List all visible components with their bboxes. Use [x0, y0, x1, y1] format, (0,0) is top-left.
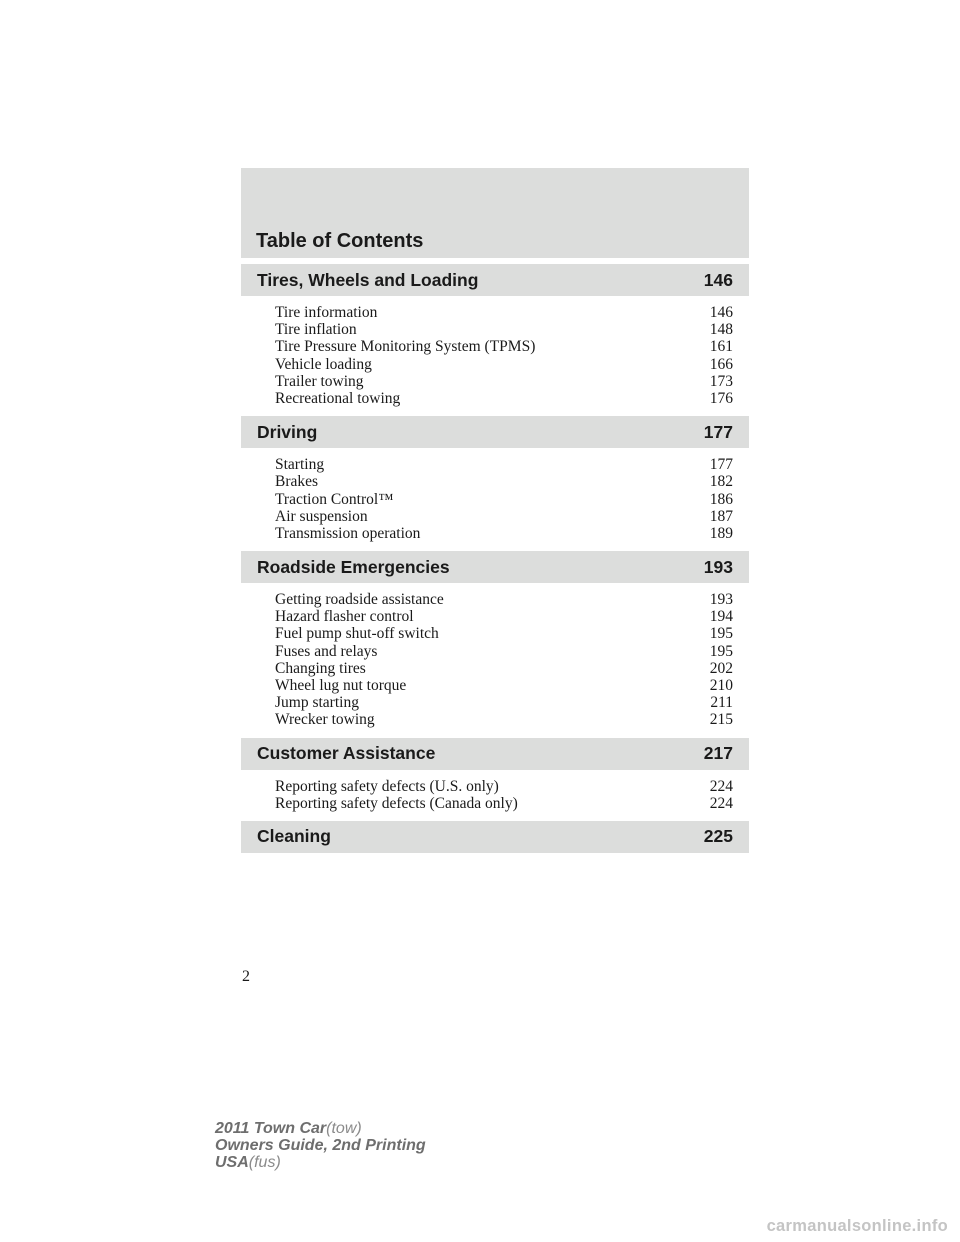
- toc-entry-label: Brakes: [275, 473, 319, 491]
- toc-entry[interactable]: [275, 778, 733, 795]
- toc-entry[interactable]: [275, 373, 733, 390]
- toc-entry-page: 195: [709, 642, 733, 660]
- toc-entry-page: 176: [709, 389, 733, 407]
- section-page-number: 146: [703, 269, 733, 290]
- toc-entry-label: Reporting safety defects (U.S. only): [275, 777, 499, 795]
- toc-entry-page: 166: [709, 355, 733, 373]
- toc-entry-label: Wrecker towing: [275, 711, 375, 729]
- toc-entry-label: Starting: [275, 456, 325, 474]
- toc-entry-page: 189: [709, 524, 733, 542]
- toc-entry[interactable]: [275, 677, 733, 694]
- toc-entry-label: Trailer towing: [275, 372, 364, 390]
- footer-market-code: (fus): [248, 1154, 281, 1171]
- toc-entry[interactable]: [275, 591, 733, 608]
- section-header[interactable]: [241, 264, 749, 296]
- toc-entry-label: Changing tires: [275, 659, 366, 677]
- toc-entry-label: Traction Control™: [275, 490, 394, 508]
- section-entries: [241, 770, 749, 821]
- toc-entry[interactable]: [275, 795, 733, 812]
- section-header[interactable]: [241, 738, 749, 770]
- toc-entry-page: 215: [709, 711, 733, 729]
- toc-entry[interactable]: [275, 390, 733, 407]
- toc-entry[interactable]: [275, 625, 733, 642]
- toc-entry-label: Vehicle loading: [275, 355, 372, 373]
- toc-entry[interactable]: [275, 338, 733, 355]
- section-title: Roadside Emergencies: [257, 556, 450, 577]
- toc-entry-page: 202: [709, 659, 733, 677]
- toc-entry[interactable]: [275, 660, 733, 677]
- toc-entry-label: Getting roadside assistance: [275, 591, 444, 609]
- footer-market: USA: [215, 1154, 249, 1171]
- toc-entry-label: Recreational towing: [275, 389, 401, 407]
- toc-entry[interactable]: [275, 525, 733, 542]
- toc-entry-label: Reporting safety defects (Canada only): [275, 794, 518, 812]
- toc-entry-page: 161: [709, 338, 733, 356]
- toc-entry[interactable]: [275, 491, 733, 508]
- toc-entry-page: 224: [709, 794, 733, 812]
- toc-entry-label: Air suspension: [275, 507, 368, 525]
- section-page-number: 217: [703, 743, 733, 764]
- watermark: carmanualsonline.info: [766, 1217, 948, 1235]
- toc-entry-label: Tire information: [275, 304, 378, 321]
- toc-entry[interactable]: [275, 711, 733, 728]
- footer-printing: Owners Guide, 2nd Printing: [215, 1137, 426, 1154]
- section-entries: [241, 296, 749, 416]
- footer-line-1: [215, 1120, 426, 1137]
- toc-entry-page: 211: [710, 694, 733, 712]
- footer-model: 2011 Town Car: [215, 1120, 327, 1137]
- toc-entry-page: 193: [709, 591, 733, 609]
- footer-line-2: [215, 1137, 426, 1154]
- toc-entry-page: 187: [709, 507, 733, 525]
- toc-entry-page: 210: [709, 677, 733, 694]
- toc-entry-page: 173: [709, 372, 733, 390]
- page-number: 2: [242, 968, 250, 985]
- toc-entry-label: Wheel lug nut torque: [275, 677, 407, 694]
- section-page-number: 177: [703, 421, 733, 442]
- table-of-contents: [241, 264, 749, 853]
- toc-entry-label: Fuses and relays: [275, 642, 378, 660]
- toc-entry[interactable]: [275, 608, 733, 625]
- section-title: Driving: [257, 421, 318, 442]
- toc-entry[interactable]: [275, 694, 733, 711]
- toc-entry-label: Tire Pressure Monitoring System (TPMS): [275, 338, 536, 356]
- title-banner: [241, 168, 749, 258]
- toc-entry[interactable]: [275, 473, 733, 490]
- toc-entry-label: Tire inflation: [275, 321, 357, 339]
- toc-entry-page: 195: [709, 625, 733, 643]
- toc-entry-page: 186: [709, 490, 733, 508]
- section-title: Customer Assistance: [257, 743, 436, 764]
- footer-model-code: (tow): [326, 1120, 362, 1137]
- toc-entry-page: 146: [709, 304, 733, 321]
- section-page-number: 193: [703, 556, 733, 577]
- toc-entry[interactable]: [275, 356, 733, 373]
- section-title: Cleaning: [257, 826, 331, 847]
- toc-entry-page: 224: [709, 777, 733, 795]
- section-page-number: 225: [703, 826, 733, 847]
- page-title: Table of Contents: [256, 230, 424, 252]
- toc-entry[interactable]: [275, 643, 733, 660]
- section-entries: [241, 583, 749, 738]
- toc-entry-page: 182: [709, 473, 733, 491]
- footer-imprint: [215, 1120, 426, 1171]
- section-header[interactable]: [241, 821, 749, 853]
- section-header[interactable]: [241, 551, 749, 583]
- toc-entry-label: Transmission operation: [275, 524, 421, 542]
- toc-entry-page: 148: [709, 321, 733, 339]
- toc-entry-label: Hazard flasher control: [275, 608, 414, 626]
- toc-entry-label: Jump starting: [275, 694, 359, 712]
- section-entries: [241, 448, 749, 551]
- toc-entry-page: 177: [709, 456, 733, 474]
- footer-line-3: [215, 1154, 426, 1171]
- toc-entry[interactable]: [275, 456, 733, 473]
- section-header[interactable]: [241, 416, 749, 448]
- toc-entry-page: 194: [709, 608, 733, 626]
- toc-entry[interactable]: [275, 321, 733, 338]
- section-title: Tires, Wheels and Loading: [257, 269, 479, 290]
- toc-entry[interactable]: [275, 508, 733, 525]
- toc-entry[interactable]: [275, 304, 733, 321]
- toc-entry-label: Fuel pump shut-off switch: [275, 625, 439, 643]
